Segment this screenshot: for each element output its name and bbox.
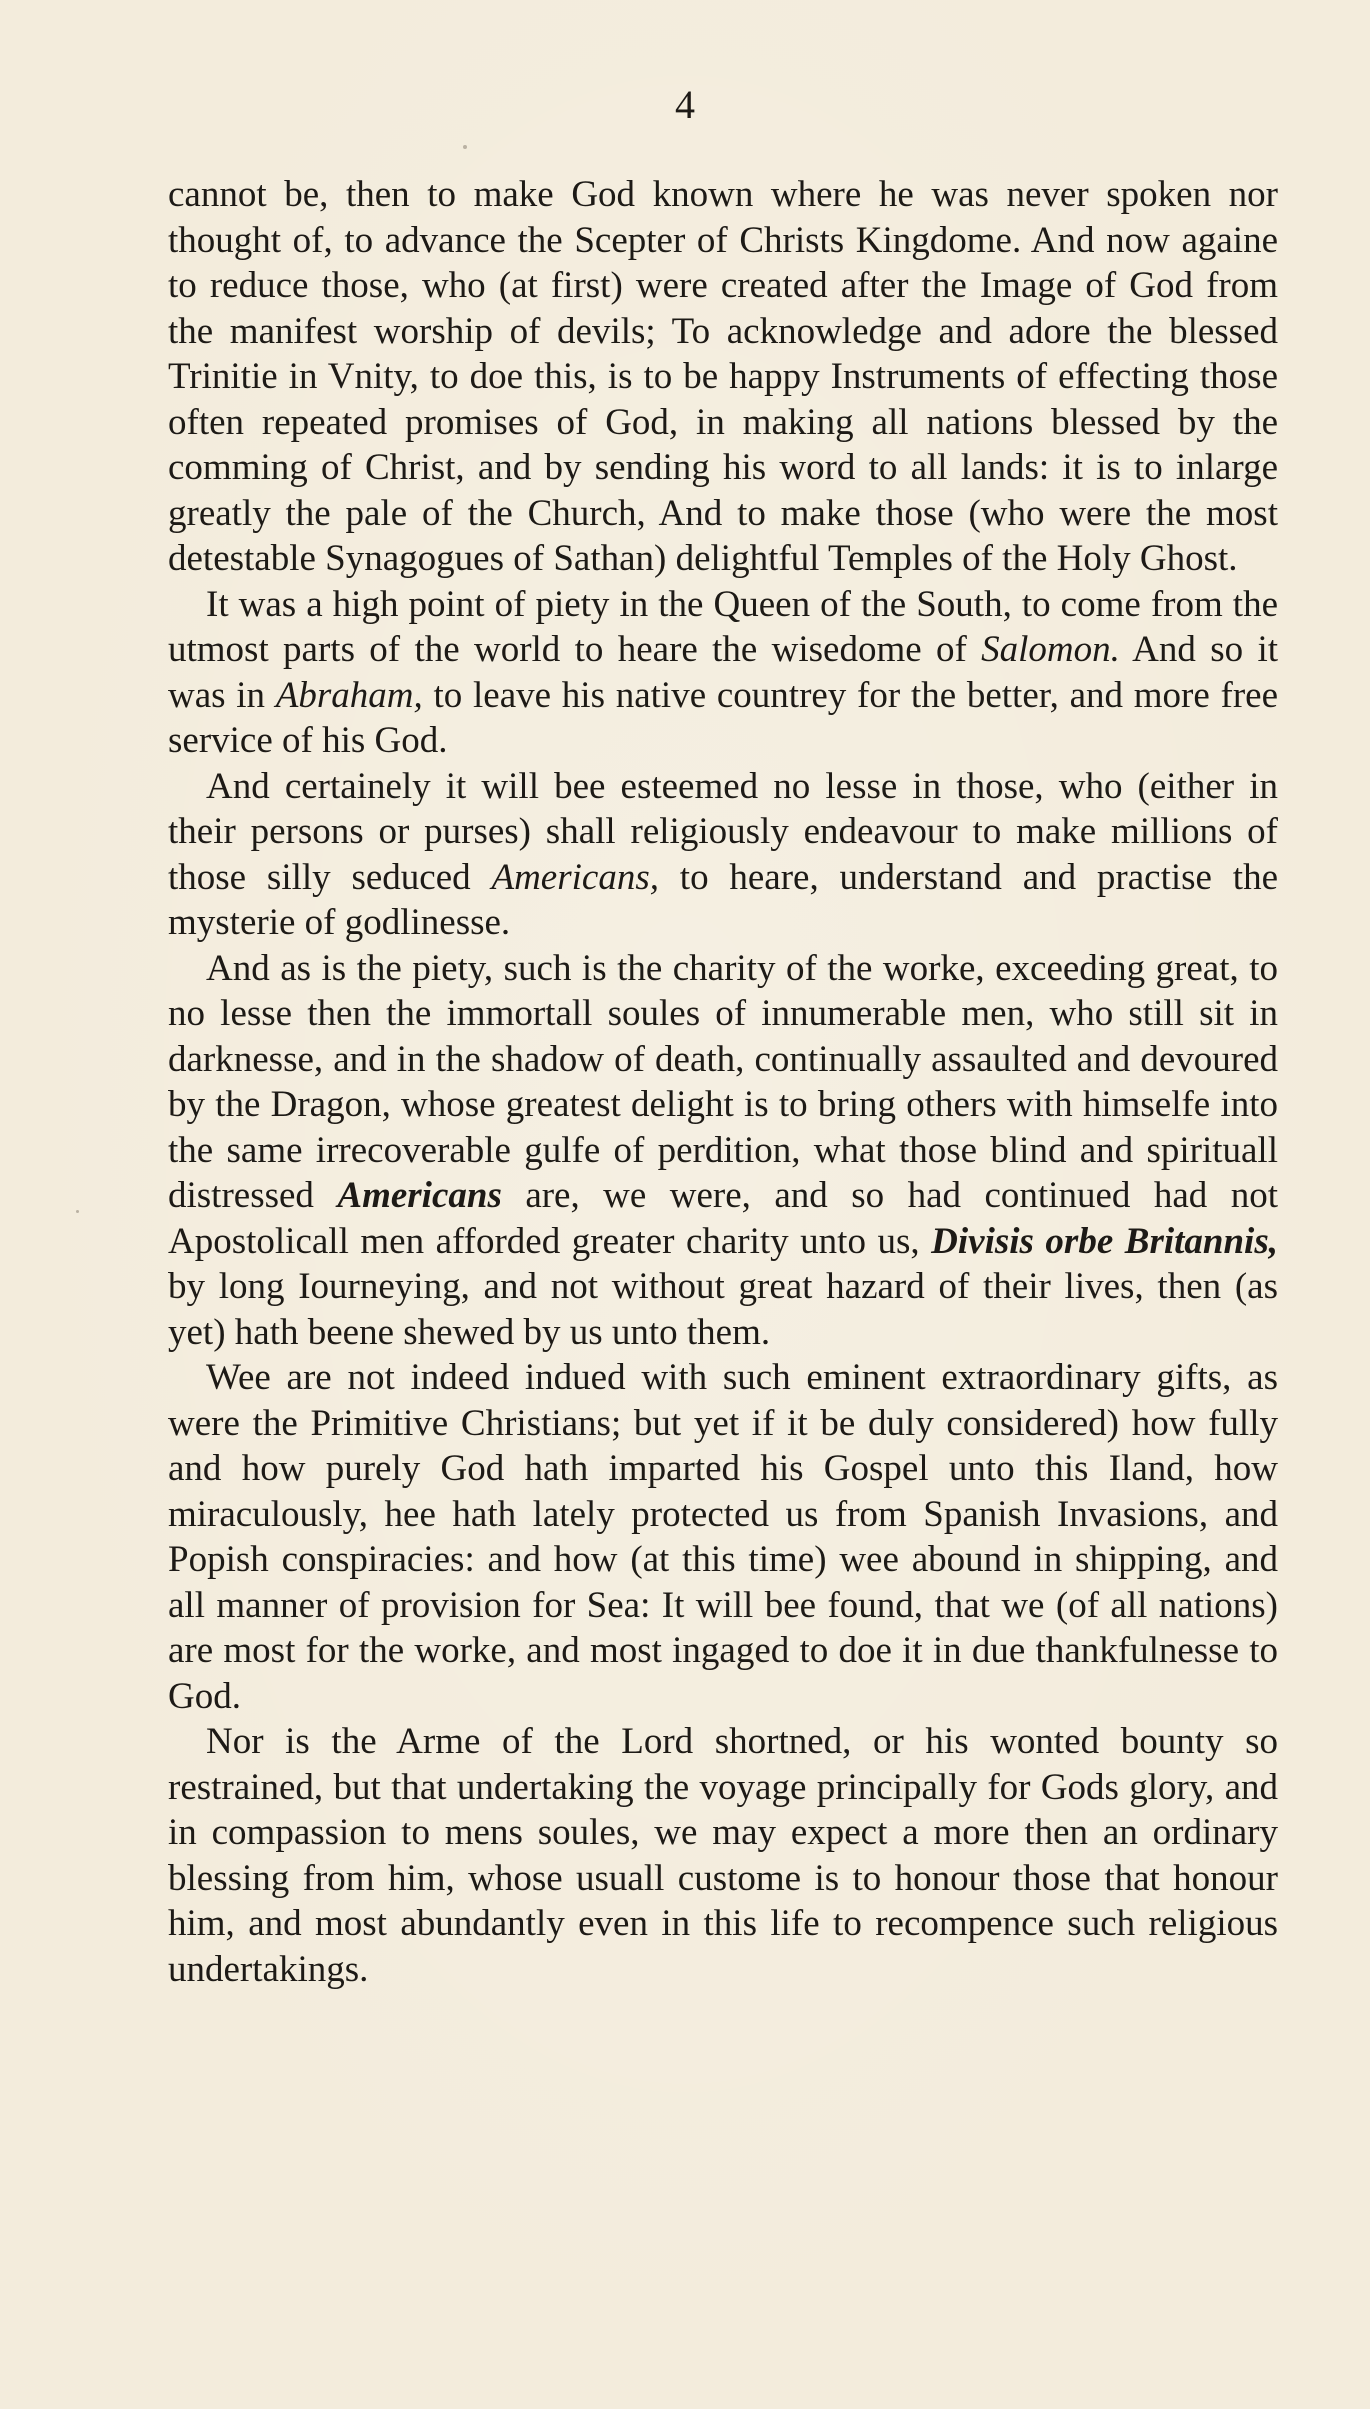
body-text: [168, 172, 1278, 1992]
paragraph: [168, 1719, 1278, 1992]
italic-text: Divisis orbe Britannis,: [931, 1220, 1278, 1262]
paragraph: [168, 1355, 1278, 1719]
paragraph: [168, 172, 1278, 582]
page-number: 4: [675, 82, 695, 127]
text-run: And so it was in: [168, 629, 1279, 716]
paragraph: [168, 764, 1278, 946]
italic-text: Salomon.: [981, 629, 1120, 670]
paragraph: [168, 946, 1278, 1356]
text-run: are, we were, and so had continued had not Apostolicall men afforded greater charity unto us,: [168, 1175, 1278, 1262]
text-run: And certainely it will bee esteemed no lesse in those, who (either in their persons or purses) shall religiously endeavour to make millions of those silly seduced: [168, 765, 1278, 898]
italic-text: Abraham,: [275, 674, 423, 716]
text-run: cannot be, then to make God known where he was never spoken nor thought of, to advance the Scepter of Christs Kingdome. And now againe to reduce those, who (at first) were created after the Image of God from the manifest worship of devils; To acknowledge and adore the blessed Trinitie in Vnity, to doe this, is to be happy Instruments of effecting those often repeated promises of God, in making all nations blessed by the comming of Christ, and by sending his word to all lands: it is to inlarge greatly the pale of the Church, And to make those (who were the most detestable Synagogues of Sathan) delightful Temples of the Holy Ghost.: [168, 174, 1278, 579]
text-run: Nor is the Arme of the Lord shortned, or his wonted bounty so restrained, but that undertaking the voyage principally for Gods glory, and in compassion to mens soules, we may expect a more then an ordinary blessing from him, whose usuall custome is to honour those that honour him, and most abundantly even in this life to recompence such religious undertakings.: [168, 1721, 1278, 1990]
paper-speck: [463, 145, 467, 149]
text-run: by long Iourneying, and not without great hazard of their lives, then (as yet) hath beene shewed by us unto them.: [168, 1266, 1278, 1353]
text-run: And as is the piety, such is the charity of the worke, exceeding great, to no lesse then the immortall soules of innumerable men, who still sit in darknesse, and in the shadow of death, continually assaulted and devoured by the Dragon, whose greatest delight is to bring others with himselfe into the same irrecoverable gulfe of perdition, what those blind and spirituall distressed: [168, 947, 1278, 1216]
italic-text: Americans: [337, 1175, 502, 1216]
text-run: Wee are not indeed indued with such eminent extraordinary gifts, as were the Primitive Christians; but yet if it be duly considered) how fully and how purely God hath imparted his Gospel unto this Iland, how miraculously, hee hath lately protected us from Spanish Invasions, and Popish conspiracies: and how (at this time) wee abound in shipping, and all manner of provision for Sea: It will bee found, that we (of all nations) are most for the worke, and most ingaged to doe it in due thankfulnesse to God.: [168, 1357, 1278, 1717]
italic-text: Americans,: [491, 856, 659, 898]
paper-speck: [76, 1210, 79, 1213]
text-run: It was a high point of piety in the Queen of the South, to come from the utmost parts of the world to heare the wisedome of: [168, 583, 1278, 670]
paragraph: [168, 582, 1278, 764]
text-run: to heare, understand and practise the mysterie of godlinesse.: [168, 856, 1278, 943]
text-run: to leave his native countrey for the better, and more free service of his God.: [168, 674, 1278, 761]
